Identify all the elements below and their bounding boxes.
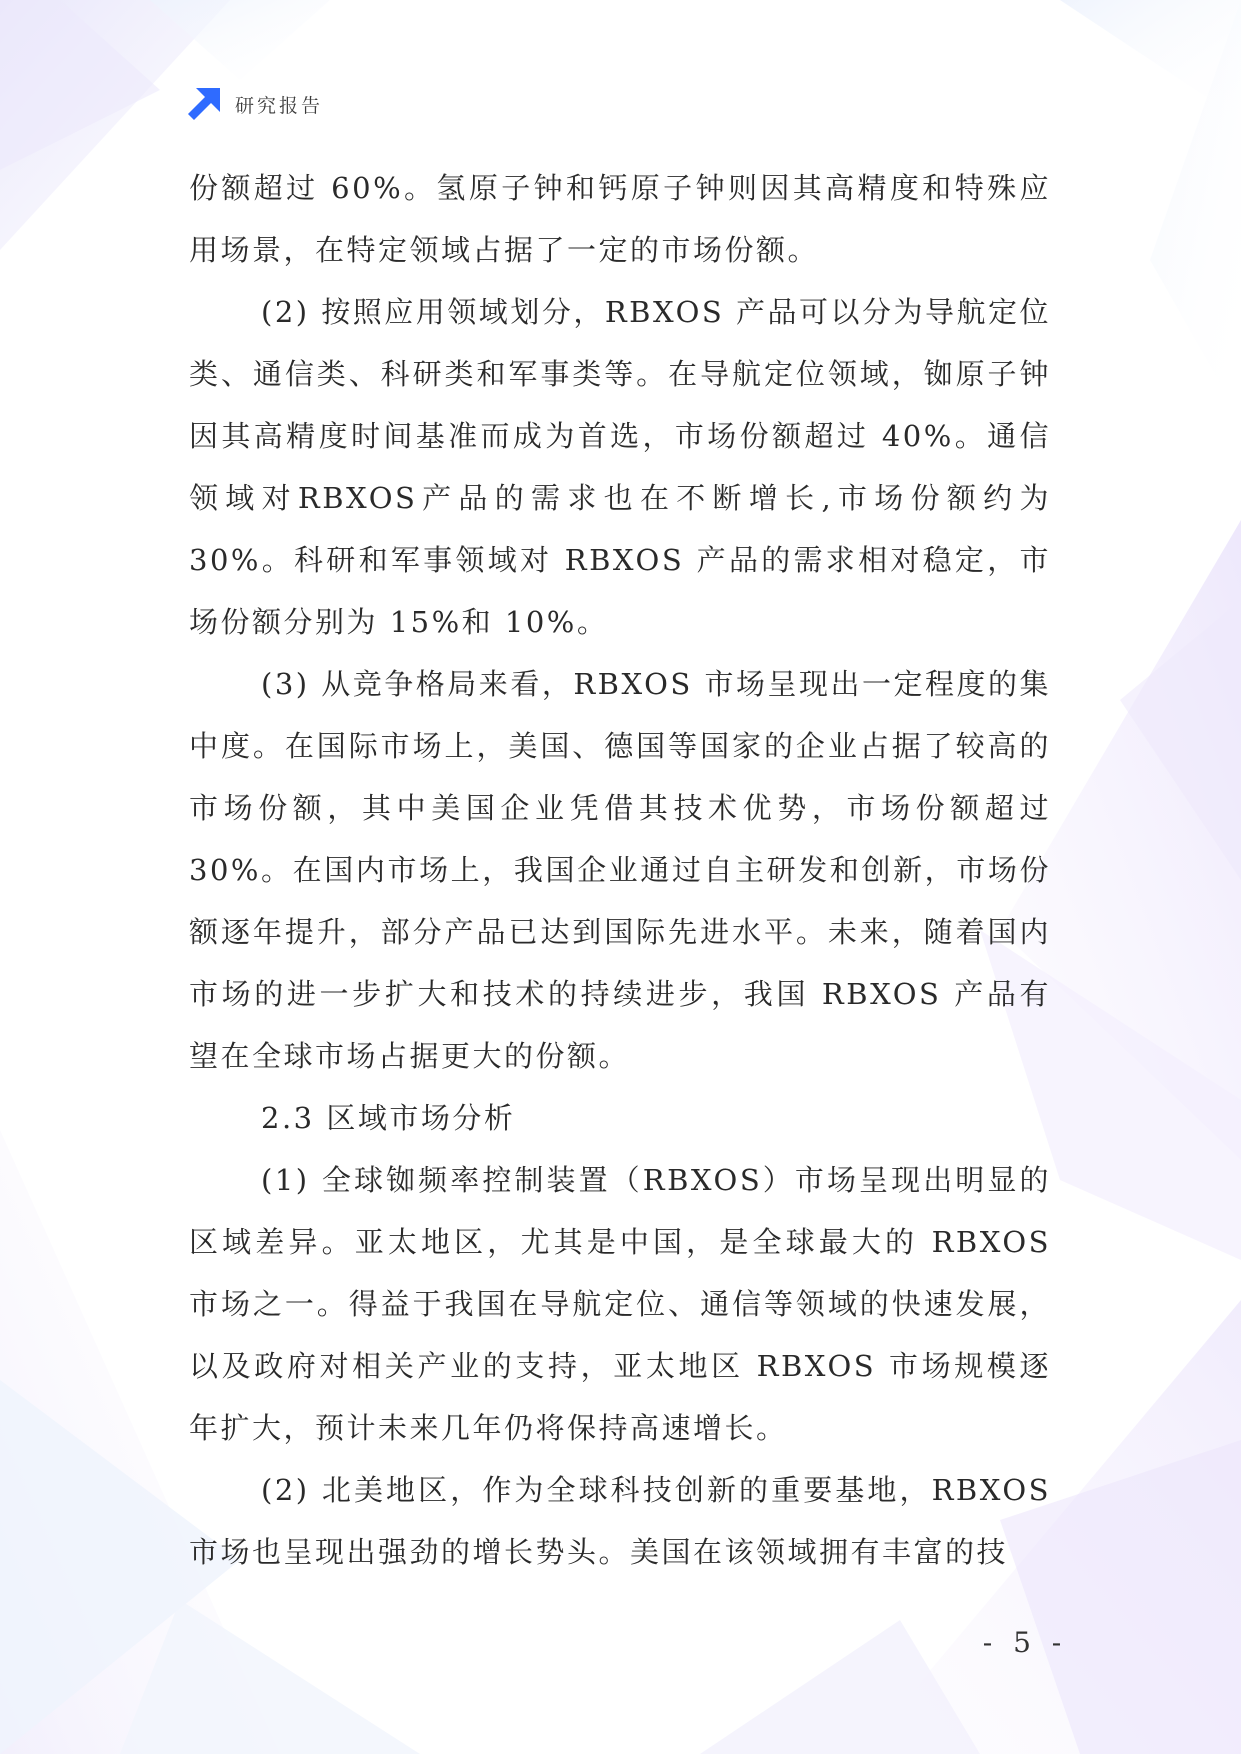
paragraph: (2) 按照应用领域划分，RBXOS 产品可以分为导航定位类、通信类、科研类和军事类等。在导航定位领域，铷原子钟因其高精度时间基准而成为首选，市场份额超过 40%。通信领域对RBXOS产品的需求也在不断增长,市场份额约为30%。科研和军事领域对 RBXOS 产品的需求相对稳定，市场份额分别为 15%和 10%。: [189, 295, 1051, 639]
document-body: [189, 157, 1051, 1583]
brand-label: 研究报告: [235, 94, 324, 117]
arrow-up-right-icon: [187, 87, 221, 121]
page-number: - 5 -: [982, 1626, 1068, 1659]
section-heading: 2.3 区域市场分析: [261, 1101, 516, 1135]
paragraph: 份额超过 60%。氢原子钟和钙原子钟则因其高精度和特殊应用场景，在特定领域占据了一定的市场份额。: [189, 171, 1051, 267]
paragraph: (1) 全球铷频率控制装置（RBXOS）市场呈现出明显的区域差异。亚太地区，尤其是中国，是全球最大的 RBXOS 市场之一。得益于我国在导航定位、通信等领域的快速发展，以及政府对相关产业的支持，亚太地区 RBXOS 市场规模逐年扩大，预计未来几年仍将保持高速增长。: [189, 1163, 1051, 1445]
paragraph: (2) 北美地区，作为全球科技创新的重要基地，RBXOS 市场也呈现出强劲的增长势头。美国在该领域拥有丰富的技: [189, 1473, 1051, 1569]
report-header: [187, 86, 323, 122]
paragraph: (3) 从竞争格局来看，RBXOS 市场呈现出一定程度的集中度。在国际市场上，美国、德国等国家的企业占据了较高的市场份额，其中美国企业凭借其技术优势，市场份额超过 30%。在国内市场上，我国企业通过自主研发和创新，市场份额逐年提升，部分产品已达到国际先进水平。未来，随着国内市场的进一步扩大和技术的持续进步，我国 RBXOS 产品有望在全球市场占据更大的份额。: [189, 667, 1051, 1073]
